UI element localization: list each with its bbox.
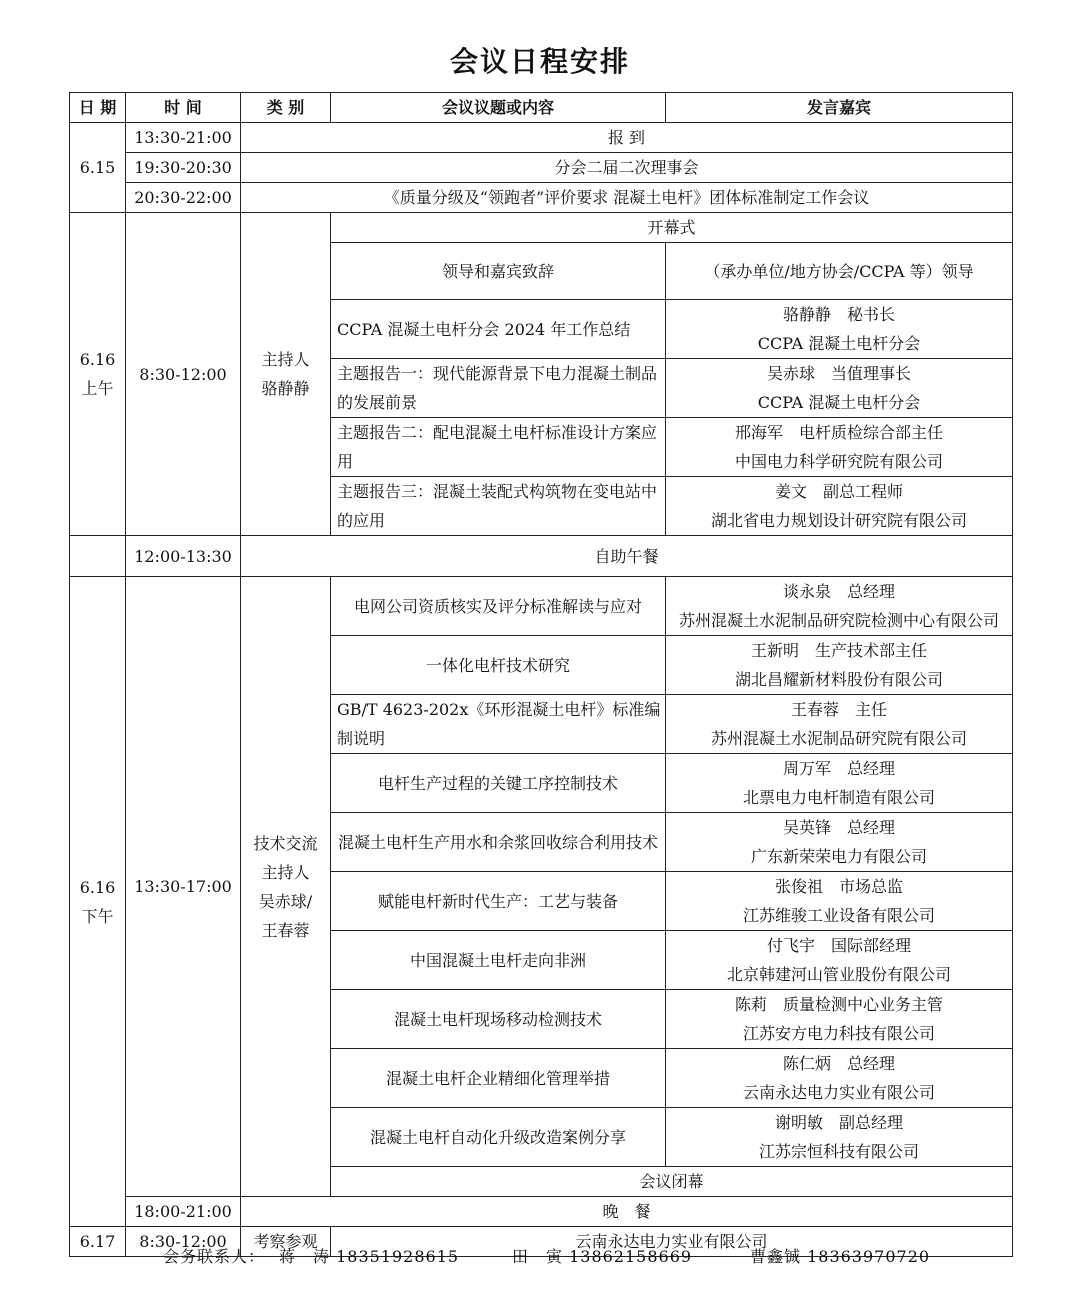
date-cell [70,536,126,577]
time-cell: 8:30-12:00 [126,213,241,536]
speaker-name: 陈仁炳 总经理 [782,1054,895,1073]
speaker-org: 江苏安方电力科技有限公司 [742,1024,935,1043]
host-name: 吴赤球/ [258,891,313,911]
speaker-cell [666,990,1013,1049]
part-label: 上午 [81,379,114,398]
topic-cell: 中国混凝土电杆走向非洲 [331,931,666,990]
contact-label: 会务联系人： [163,1247,266,1266]
content-cell: 云南永达电力实业有限公司 [331,1227,1013,1257]
speaker-name: 周万军 总经理 [782,759,895,778]
speaker-org: 北京韩建河山管业股份有限公司 [726,965,951,984]
speaker-cell [666,418,1013,477]
header-row [70,93,1013,123]
host-title: 主持人 [261,862,310,882]
time-cell: 13:30-17:00 [126,577,241,1197]
time-cell: 20:30-22:00 [126,183,241,213]
speaker-name: 骆静静 秘书长 [782,305,895,324]
page-title: 会议日程安排 [449,45,630,78]
table-row [70,123,1013,153]
content-cell: 报 到 [241,123,1013,153]
speaker-cell [666,477,1013,536]
topic-cell: 主题报告一：现代能源背景下电力混凝土制品的发展前景 [331,359,666,418]
date-cell: 6.15 [70,123,126,213]
speaker-org: 湖北省电力规划设计研究院有限公司 [710,511,967,530]
time-cell: 19:30-20:30 [126,153,241,183]
time-cell: 13:30-21:00 [126,123,241,153]
topic-cell: 混凝土电杆现场移动检测技术 [331,990,666,1049]
speaker-name: 谈永泉 总经理 [782,582,895,601]
topic-cell: 混凝土电杆企业精细化管理举措 [331,1049,666,1108]
speaker-name: 王春蓉 主任 [790,700,887,719]
contact-2: 田 寅 13862158669 [512,1247,693,1266]
time-cell: 18:00-21:00 [126,1197,241,1227]
speaker-name: 姜文 副总工程师 [774,482,903,501]
speaker-org: CCPA 混凝土电杆分会 [757,393,921,412]
header-speaker: 发言嘉宾 [666,93,1013,123]
speaker-cell [666,931,1013,990]
speaker-name: 吴赤球 当值理事长 [766,364,911,383]
header-topic: 会议议题或内容 [331,93,666,123]
topic-cell: 主题报告三：混凝土装配式构筑物在变电站中的应用 [331,477,666,536]
speaker-cell [666,300,1013,359]
speaker-name: 邢海军 电杆质检综合部主任 [734,423,943,442]
table-row [70,577,1013,636]
speaker-cell [666,813,1013,872]
header-category: 类 别 [241,93,331,123]
speaker-name: 付飞宇 国际部经理 [766,936,911,955]
speaker-name: 张俊祖 市场总监 [774,877,903,896]
table-row [70,1197,1013,1227]
time-cell: 8:30-12:00 [126,1227,241,1257]
date-label: 6.16 [79,350,116,369]
date-label: 6.16 [79,877,116,897]
speaker-org: 中国电力科学研究院有限公司 [734,452,943,471]
speaker-name: 吴英锋 总经理 [782,818,895,837]
table-row [70,536,1013,577]
date-cell [70,577,126,1227]
topic-cell: 混凝土电杆自动化升级改造案例分享 [331,1108,666,1167]
time-cell: 12:00-13:30 [126,536,241,577]
speaker-cell [666,359,1013,418]
topic-cell: 一体化电杆技术研究 [331,636,666,695]
topic-cell: 混凝土电杆生产用水和余浆回收综合利用技术 [331,813,666,872]
category-label: 技术交流 [253,833,318,853]
contact-1: 蒋 涛 18351928615 [279,1247,460,1266]
content-cell: 分会二届二次理事会 [241,153,1013,183]
speaker-name: 王新明 生产技术部主任 [750,641,927,660]
category-cell [241,577,331,1197]
category-cell: 考察参观 [241,1227,331,1257]
speaker-org: 江苏维骏工业设备有限公司 [742,906,935,925]
header-date: 日 期 [70,93,126,123]
content-cell: 晚 餐 [241,1197,1013,1227]
topic-cell: GB/T 4623-202x《环形混凝土电杆》标准编制说明 [331,695,666,754]
host-name: 王春蓉 [261,920,310,940]
speaker-org: 苏州混凝土水泥制品研究院有限公司 [710,729,967,748]
table-row [70,213,1013,243]
contact-3: 曹鑫铖 18363970720 [750,1247,931,1266]
speaker-cell [666,577,1013,636]
speaker-org: 湖北昌耀新材料股份有限公司 [734,670,943,689]
closing-cell: 会议闭幕 [331,1167,1013,1197]
topic-cell: 电网公司资质核实及评分标准解读与应对 [331,577,666,636]
schedule-table [69,92,1013,1257]
host-title: 主持人 [261,350,310,369]
speaker-org: 广东新荣荣电力有限公司 [750,847,927,866]
speaker-org: 云南永达电力实业有限公司 [742,1083,935,1102]
topic-cell: 主题报告二：配电混凝土电杆标准设计方案应用 [331,418,666,477]
topic-cell: CCPA 混凝土电杆分会 2024 年工作总结 [331,300,666,359]
speaker-cell [666,1049,1013,1108]
speaker-cell: （承办单位/地方协会/CCPA 等）领导 [666,243,1013,300]
date-cell: 6.17 [70,1227,126,1257]
speaker-org: 江苏宗恒科技有限公司 [758,1142,919,1161]
part-label: 下午 [81,906,114,926]
topic-cell: 领导和嘉宾致辞 [331,243,666,300]
speaker-cell [666,695,1013,754]
date-cell [70,213,126,536]
speaker-name: 谢明敏 副总经理 [774,1113,903,1132]
speaker-org: 苏州混凝土水泥制品研究院检测中心有限公司 [678,611,999,630]
category-cell [241,213,331,536]
topic-cell: 电杆生产过程的关键工序控制技术 [331,754,666,813]
speaker-name: 陈莉 质量检测中心业务主管 [734,995,943,1014]
speaker-cell [666,1108,1013,1167]
table-row [70,183,1013,213]
speaker-org: CCPA 混凝土电杆分会 [757,334,921,353]
table-row [70,153,1013,183]
content-cell: 《质量分级及“领跑者”评价要求 混凝土电杆》团体标准制定工作会议 [241,183,1013,213]
speaker-cell [666,754,1013,813]
topic-cell: 赋能电杆新时代生产：工艺与装备 [331,872,666,931]
speaker-cell [666,636,1013,695]
opening-cell: 开幕式 [331,213,1013,243]
host-name: 骆静静 [261,379,310,398]
content-cell: 自助午餐 [241,536,1013,577]
speaker-org: 北票电力电杆制造有限公司 [742,788,935,807]
speaker-cell [666,872,1013,931]
header-time: 时 间 [126,93,241,123]
